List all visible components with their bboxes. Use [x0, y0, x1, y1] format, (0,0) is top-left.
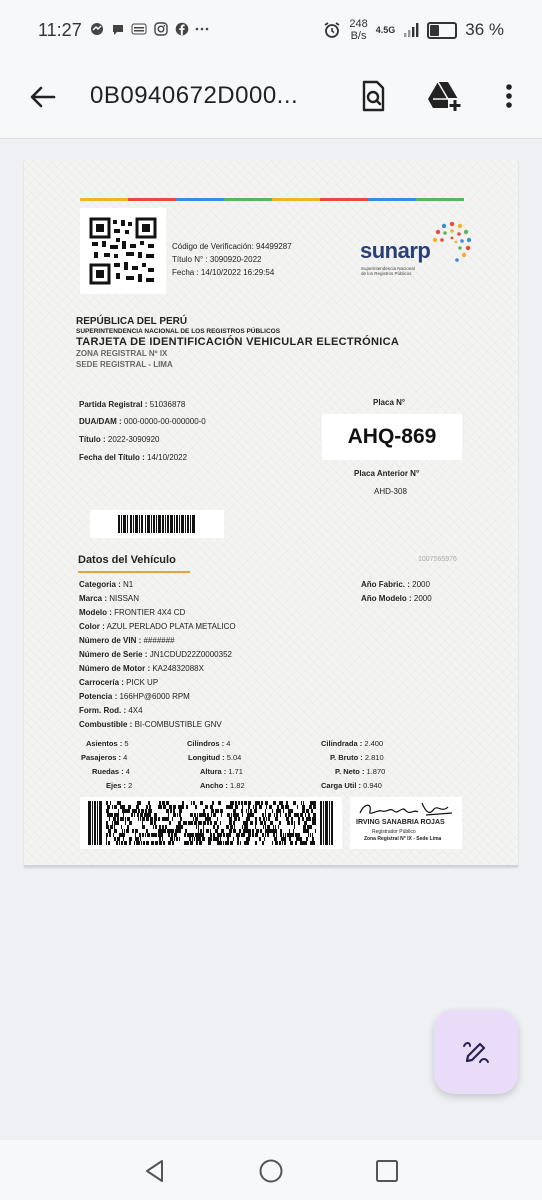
document-page[interactable]	[24, 160, 518, 867]
verification-block	[172, 240, 292, 279]
signature-block	[350, 797, 462, 849]
modelo-value: FRONTIER 4X4 CD	[114, 608, 186, 617]
datos-underline	[78, 571, 190, 573]
carroceria-value: PICK UP	[126, 678, 159, 687]
color-label: Color :	[79, 622, 105, 631]
altura-field	[200, 767, 243, 776]
ano-modelo-label: Año Modelo :	[361, 594, 412, 603]
document-headings	[76, 316, 399, 369]
cilindros-field	[187, 739, 230, 748]
logo-text: sunarp	[360, 238, 431, 263]
document-search-icon[interactable]	[355, 78, 391, 114]
p-bruto-label: P. Bruto :	[330, 753, 363, 762]
titulo-number: Título N° : 3090920-2022	[172, 255, 262, 264]
partida-label: Partida Registral :	[79, 400, 148, 409]
serial-number: 1007565976	[418, 556, 457, 563]
cilindros-value: 4	[226, 739, 231, 748]
ancho-value: 1.82	[230, 781, 245, 790]
tarjeta-heading: TARJETA DE IDENTIFICACIÓN VEHICULAR ELECTRÓNICA	[76, 336, 400, 348]
edit-sign-icon	[460, 1036, 492, 1068]
fecha-titulo-field	[79, 453, 187, 462]
verification-date: Fecha : 14/10/2022 16:29:54	[172, 268, 275, 277]
longitud-value: 5.04	[226, 753, 242, 762]
ano-fabric-field	[361, 580, 430, 589]
asientos-label: Asientos :	[86, 739, 123, 748]
ejes-value: 2	[128, 781, 133, 790]
dua-value: 000-0000-00-000000-0	[123, 417, 206, 426]
cilindrada-field	[321, 739, 383, 748]
combustible-value: BI-COMBUSTIBLE GNV	[134, 720, 222, 729]
altura-label: Altura :	[200, 767, 227, 776]
dua-label: DUA/DAM :	[79, 417, 122, 426]
combustible-field	[79, 720, 222, 729]
datos-vehiculo-heading: Datos del Vehículo	[78, 554, 176, 566]
serie-field	[79, 650, 232, 659]
signer-role: Registrador Público	[372, 829, 416, 835]
more-dots-icon	[195, 22, 209, 36]
ano-fabric-label: Año Fabric. :	[361, 580, 410, 589]
motor-value: KA24832088X	[152, 664, 204, 673]
network-speed-value: 248	[349, 18, 368, 30]
motor-label: Número de Motor :	[79, 664, 151, 673]
sign-document-button[interactable]	[434, 1010, 518, 1094]
carga-util-label: Carga Util :	[321, 781, 362, 790]
potencia-value: 166HP@6000 RPM	[119, 692, 190, 701]
network-type: 4.5G	[375, 25, 396, 35]
placa-label: Placa N°	[373, 398, 406, 407]
instagram-icon	[154, 22, 168, 36]
status-right	[323, 18, 504, 42]
pasajeros-label: Pasajeros :	[81, 753, 122, 762]
vin-label: Número de VIN :	[79, 636, 142, 645]
modelo-label: Modelo :	[79, 608, 112, 617]
potencia-field	[79, 692, 190, 701]
ano-fabric-value: 2000	[412, 580, 430, 589]
more-vert-icon[interactable]	[491, 78, 527, 114]
color-value: AZUL PERLADO PLATA METALICO	[106, 622, 236, 631]
categoria-label: Categoria :	[79, 580, 121, 589]
placa-anterior-label: Placa Anterior N°	[354, 469, 420, 478]
pdf417-barcode	[80, 797, 342, 849]
dua-field	[79, 417, 206, 426]
cilindrada-value: 2.400	[364, 739, 384, 748]
vin-value: #######	[143, 636, 175, 645]
placa-value: AHQ-869	[322, 414, 462, 460]
drive-add-icon[interactable]	[426, 78, 462, 114]
notification-icons	[90, 22, 209, 39]
battery-icon	[427, 22, 457, 39]
carga-util-field	[321, 781, 382, 790]
color-field	[79, 622, 236, 631]
barcode-small	[90, 510, 224, 538]
partida-value: 51036878	[149, 400, 186, 409]
titulo-field	[79, 435, 160, 444]
app-bar	[0, 60, 542, 139]
qr-code	[80, 208, 166, 294]
partida-field	[79, 400, 185, 409]
ano-modelo-field	[361, 594, 432, 603]
marca-label: Marca :	[79, 594, 108, 603]
p-neto-field	[335, 767, 385, 776]
fecha-titulo-label: Fecha del Título :	[79, 453, 145, 462]
battery-percent: 36 %	[465, 20, 504, 39]
ejes-field	[106, 781, 132, 790]
status-time: 11:27	[38, 20, 82, 40]
p-bruto-value: 2.810	[364, 753, 384, 762]
marca-field	[79, 594, 139, 603]
longitud-field	[188, 753, 241, 762]
nav-home-icon[interactable]	[258, 1158, 284, 1184]
titulo-label: Título :	[79, 435, 106, 444]
nav-recents-icon[interactable]	[374, 1158, 400, 1184]
network-speed-unit: B/s	[350, 30, 367, 42]
pasajeros-value: 4	[123, 753, 128, 762]
categoria-value: N1	[123, 580, 134, 589]
ejes-label: Ejes :	[106, 781, 127, 790]
system-nav-bar	[0, 1140, 542, 1200]
ancho-label: Ancho :	[200, 781, 228, 790]
temu-icon	[131, 22, 147, 36]
cilindrada-label: Cilindrada :	[321, 739, 363, 748]
zona-heading: ZONA REGISTRAL Nº IX	[76, 349, 168, 358]
network-speed	[349, 18, 367, 42]
messenger-icon	[90, 22, 104, 36]
serie-value: JN1CDUD22Z0000352	[149, 650, 232, 659]
logo-subtitle: Superintendencia Nacional de los Registros Públicos	[361, 266, 415, 276]
signer-zone: Zona Registral N° IX - Sede Lima	[364, 836, 442, 842]
signal-icon	[403, 22, 419, 38]
pasajeros-field	[81, 753, 127, 762]
sunarp-logo	[360, 220, 472, 280]
chat-bubble-icon	[111, 22, 125, 36]
ruedas-label: Ruedas :	[92, 767, 124, 776]
color-stripe	[80, 198, 464, 201]
ancho-field	[200, 781, 245, 790]
form-rod-field	[79, 706, 143, 715]
ano-modelo-value: 2000	[413, 594, 432, 603]
asientos-field	[86, 739, 129, 748]
form-rod-label: Form. Rod. :	[79, 706, 127, 715]
ruedas-value: 4	[125, 767, 130, 776]
marca-value: NISSAN	[109, 594, 140, 603]
signer-name: IRVING SANABRIA ROJAS	[356, 819, 445, 826]
facebook-icon	[175, 22, 189, 36]
alarm-icon	[323, 21, 341, 39]
ruedas-field	[92, 767, 130, 776]
motor-field	[79, 664, 204, 673]
combustible-label: Combustible :	[79, 720, 133, 729]
modelo-field	[79, 608, 185, 617]
p-neto-label: P. Neto :	[335, 767, 365, 776]
verification-code: Código de Verificación: 94499287	[172, 242, 292, 251]
sede-heading: SEDE REGISTRAL - LIMA	[76, 360, 173, 369]
placa-anterior-value: AHD-308	[374, 487, 407, 496]
vin-field	[79, 636, 175, 645]
cilindros-label: Cilindros :	[187, 739, 225, 748]
superintendencia-heading: SUPERINTENDENCIA NACIONAL DE LOS REGISTROS PÚBLICOS	[76, 328, 281, 335]
carroceria-label: Carrocería :	[79, 678, 124, 687]
status-bar	[0, 0, 542, 60]
altura-value: 1.71	[228, 767, 243, 776]
document-title: 0B0940672D000...	[90, 82, 299, 109]
carroceria-field	[79, 678, 158, 687]
asientos-value: 5	[124, 739, 129, 748]
potencia-label: Potencia :	[79, 692, 118, 701]
longitud-label: Longitud :	[188, 753, 225, 762]
carga-util-value: 0.940	[363, 781, 382, 790]
categoria-field	[79, 580, 133, 589]
logo-burst-icon	[430, 220, 474, 266]
back-arrow-icon[interactable]	[26, 80, 60, 114]
fecha-titulo-value: 14/10/2022	[147, 453, 188, 462]
p-bruto-field	[330, 753, 384, 762]
nav-back-icon[interactable]	[142, 1158, 168, 1184]
handwritten-signature	[356, 799, 456, 821]
republica-heading: REPÚBLICA DEL PERÚ	[76, 316, 188, 327]
form-rod-value: 4X4	[128, 706, 143, 715]
p-neto-value: 1.870	[366, 767, 386, 776]
titulo-value: 2022-3090920	[107, 435, 160, 444]
serie-label: Número de Serie :	[79, 650, 148, 659]
